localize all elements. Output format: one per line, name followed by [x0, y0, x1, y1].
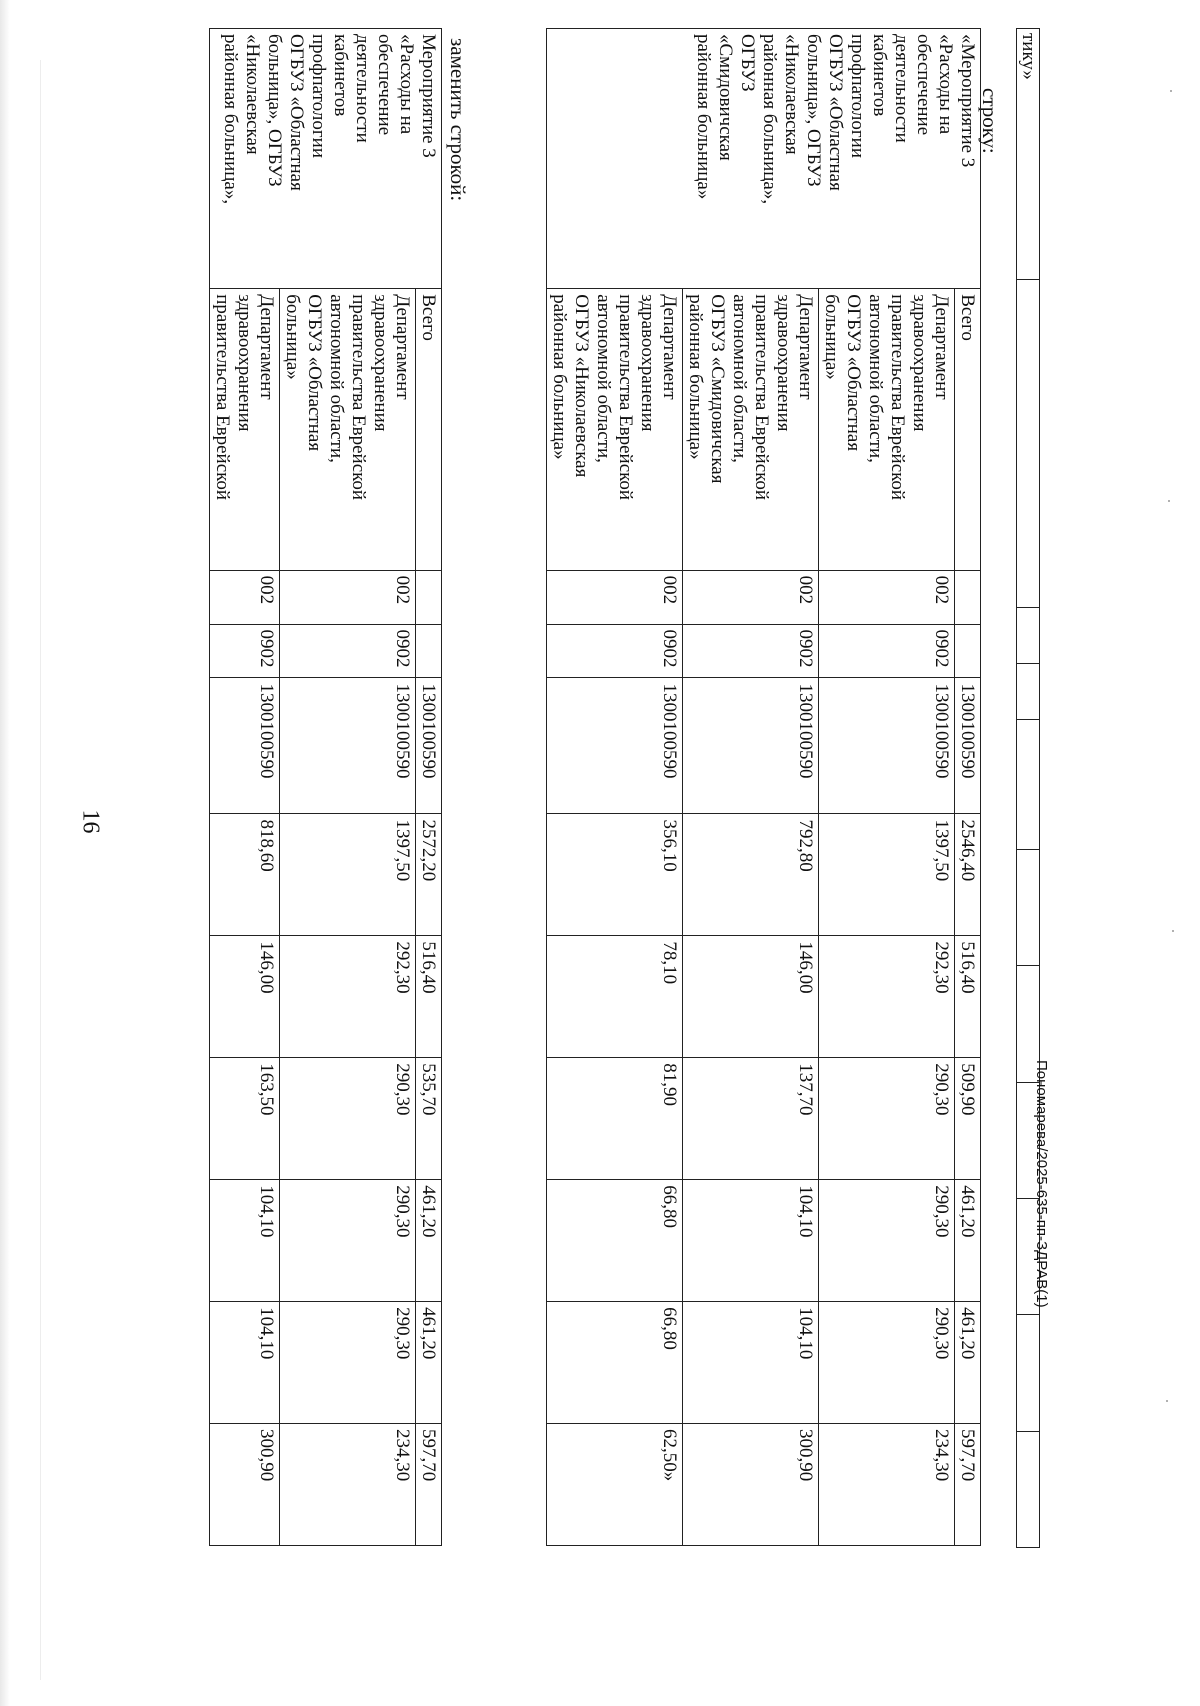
- rzpr-cell: 0902: [683, 624, 819, 678]
- label-replace: заменить строкой:: [446, 38, 470, 202]
- table-fragment-top: [1016, 28, 1040, 1548]
- grbs-cell: 002: [819, 570, 955, 624]
- year-value-cell: 535,70: [416, 1058, 442, 1180]
- year-value-cell: 292,30: [280, 936, 416, 1058]
- year-value-cell: 597,70: [416, 1424, 442, 1546]
- year-value-cell: 300,90: [683, 1424, 819, 1546]
- document-reference: Пономарева/2025-635-пп-ЗДРАВ(1): [1033, 1060, 1050, 1308]
- year-value-cell: 146,00: [683, 936, 819, 1058]
- year-value-cell: 104,10: [210, 1302, 280, 1424]
- year-value-cell: 290,30: [280, 1058, 416, 1180]
- grbs-cell: 002: [280, 570, 416, 624]
- rzpr-cell: 0902: [819, 624, 955, 678]
- grbs-cell: 002: [210, 570, 280, 624]
- year-value-cell: 78,10: [547, 936, 683, 1058]
- total-cell: 1397,50: [280, 814, 416, 936]
- year-value-cell: 137,70: [683, 1058, 819, 1180]
- year-value-cell: 461,20: [955, 1180, 981, 1302]
- csr-cell: 1300100590: [819, 678, 955, 814]
- year-value-cell: 66,80: [547, 1180, 683, 1302]
- year-value-cell: 234,30: [280, 1424, 416, 1546]
- executor-cell: Департамент здравоохранения правительства Еврейской автономной области, ОГБУЗ «Областная больница»: [280, 289, 416, 570]
- year-value-cell: 461,20: [416, 1302, 442, 1424]
- total-cell: 818,60: [210, 814, 280, 936]
- executor-cell: Департамент здравоохранения правительства Еврейской автономной области, ОГБУЗ «Смидовичская районная больница»: [683, 289, 819, 570]
- rzpr-cell: [955, 624, 981, 678]
- page-number: 16: [77, 809, 104, 834]
- grbs-cell: 002: [547, 570, 683, 624]
- year-value-cell: 146,00: [210, 936, 280, 1058]
- executor-cell: Департамент здравоохранения правительства Еврейской: [210, 289, 280, 570]
- table-row: [1017, 29, 1040, 1548]
- total-cell: 792,80: [683, 814, 819, 936]
- executor-cell: Департамент здравоохранения правительства Еврейской автономной области, ОГБУЗ «Николаевская районная больница»: [547, 289, 683, 570]
- csr-cell: 1300100590: [547, 678, 683, 814]
- total-cell: 2572,20: [416, 814, 442, 936]
- total-cell: 2546,40: [955, 814, 981, 936]
- total-cell: 356,10: [547, 814, 683, 936]
- year-value-cell: 81,90: [547, 1058, 683, 1180]
- year-value-cell: 104,10: [683, 1180, 819, 1302]
- total-cell: 1397,50: [819, 814, 955, 936]
- year-value-cell: 234,30: [819, 1424, 955, 1546]
- year-value-cell: 509,90: [955, 1058, 981, 1180]
- executor-cell: Всего: [416, 289, 442, 570]
- label-before: строку:: [978, 88, 1002, 154]
- year-value-cell: 461,20: [416, 1180, 442, 1302]
- year-value-cell: 163,50: [210, 1058, 280, 1180]
- year-value-cell: 66,80: [547, 1302, 683, 1424]
- scan-speck: [1170, 90, 1172, 92]
- year-value-cell: 290,30: [819, 1180, 955, 1302]
- rzpr-cell: 0902: [547, 624, 683, 678]
- grbs-cell: [416, 570, 442, 624]
- executor-cell: Всего: [955, 289, 981, 570]
- table-before: [546, 28, 981, 1546]
- year-value-cell: 300,90: [210, 1424, 280, 1546]
- scan-speck: [1172, 930, 1174, 932]
- executor-cell: Департамент здравоохранения правительства Еврейской автономной области, ОГБУЗ «Областная больница»: [819, 289, 955, 570]
- table-row: [416, 29, 442, 1546]
- table-replace: [209, 28, 442, 1546]
- rotated-page-content: [0, 28, 1040, 1678]
- year-value-cell: 62,50»: [547, 1424, 683, 1546]
- year-value-cell: 597,70: [955, 1424, 981, 1546]
- year-value-cell: 516,40: [416, 936, 442, 1058]
- year-value-cell: 290,30: [819, 1302, 955, 1424]
- rzpr-cell: 0902: [210, 624, 280, 678]
- scan-speck: [1168, 500, 1170, 502]
- year-value-cell: 461,20: [955, 1302, 981, 1424]
- rzpr-cell: [416, 624, 442, 678]
- year-value-cell: 290,30: [819, 1058, 955, 1180]
- scan-speck: [1166, 1400, 1168, 1402]
- rzpr-cell: 0902: [280, 624, 416, 678]
- csr-cell: 1300100590: [416, 678, 442, 814]
- year-value-cell: 292,30: [819, 936, 955, 1058]
- csr-cell: 1300100590: [280, 678, 416, 814]
- csr-cell: 1300100590: [683, 678, 819, 814]
- fragment-cell: тику»: [1017, 29, 1040, 280]
- table-row: [955, 29, 981, 1546]
- year-value-cell: 104,10: [210, 1180, 280, 1302]
- grbs-cell: [955, 570, 981, 624]
- event-name-cell: Мероприятие 3 «Расходы на обеспечение деятельности кабинетов профпатологии ОГБУЗ «Областная больница», ОГБУЗ «Николаевская районная больница»,: [210, 29, 442, 289]
- year-value-cell: 516,40: [955, 936, 981, 1058]
- csr-cell: 1300100590: [210, 678, 280, 814]
- year-value-cell: 290,30: [280, 1302, 416, 1424]
- year-value-cell: 104,10: [683, 1302, 819, 1424]
- csr-cell: 1300100590: [955, 678, 981, 814]
- year-value-cell: 290,30: [280, 1180, 416, 1302]
- event-name-cell: «Мероприятие 3 «Расходы на обеспечение деятельности кабинетов профпатологии ОГБУЗ «Областная больница», ОГБУЗ «Николаевская районная больница», ОГБУЗ «Смидовичская районная больница»: [547, 29, 981, 289]
- grbs-cell: 002: [683, 570, 819, 624]
